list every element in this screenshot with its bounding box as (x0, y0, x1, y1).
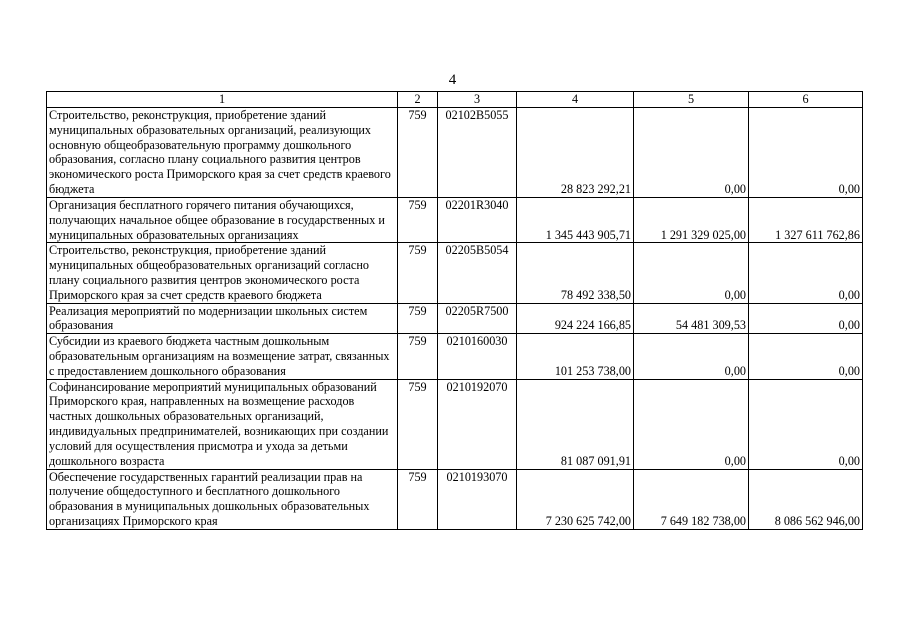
row-value-3: 1 327 611 762,86 (749, 198, 863, 243)
header-cell-4: 4 (517, 92, 634, 108)
row-value-1: 924 224 166,85 (517, 303, 634, 334)
row-value-3: 0,00 (749, 108, 863, 198)
row-value-2: 54 481 309,53 (634, 303, 749, 334)
row-value-2: 1 291 329 025,00 (634, 198, 749, 243)
row-value-3: 8 086 562 946,00 (749, 469, 863, 529)
row-target: 02205B5054 (438, 243, 517, 303)
row-code: 759 (398, 243, 438, 303)
row-code: 759 (398, 303, 438, 334)
row-code: 759 (398, 379, 438, 469)
header-row (47, 92, 863, 108)
row-value-2: 0,00 (634, 334, 749, 379)
header-cell-6: 6 (749, 92, 863, 108)
table-row (47, 108, 863, 198)
row-name: Строительство, реконструкция, приобретение зданий муниципальных общеобразовательных организаций согласно плану социального развития центров экономического роста Приморского края за счет средств краевого бюджета (47, 243, 398, 303)
row-name: Софинансирование мероприятий муниципальных образований Приморского края, направленных на возмещение расходов частных дошкольных образовательных организаций, индивидуальных предпринимателей, возникающих при создании условий для осуществления присмотра и ухода за детьми дошкольного возраста (47, 379, 398, 469)
row-value-3: 0,00 (749, 303, 863, 334)
row-value-1: 7 230 625 742,00 (517, 469, 634, 529)
row-name: Строительство, реконструкция, приобретение зданий муниципальных образовательных организаций, реализующих основную общеобразовательную программу дошкольного образования, согласно плану социального развития центров экономического роста Приморского края за счет средств краевого бюджета (47, 108, 398, 198)
row-value-1: 78 492 338,50 (517, 243, 634, 303)
header-cell-5: 5 (634, 92, 749, 108)
row-value-3: 0,00 (749, 243, 863, 303)
row-code: 759 (398, 198, 438, 243)
row-code: 759 (398, 108, 438, 198)
table-row (47, 469, 863, 529)
row-name: Субсидии из краевого бюджета частным дошкольным образовательным организациям на возмещение затрат, связанных с предоставлением дошкольного образования (47, 334, 398, 379)
header-cell-2: 2 (398, 92, 438, 108)
page-number: 4 (448, 72, 457, 88)
table-row (47, 334, 863, 379)
row-value-2: 0,00 (634, 243, 749, 303)
row-value-2: 0,00 (634, 379, 749, 469)
row-value-1: 81 087 091,91 (517, 379, 634, 469)
table-row (47, 243, 863, 303)
row-target: 02205R7500 (438, 303, 517, 334)
row-value-3: 0,00 (749, 334, 863, 379)
table-row (47, 303, 863, 334)
row-target: 0210192070 (438, 379, 517, 469)
row-value-2: 7 649 182 738,00 (634, 469, 749, 529)
table-row (47, 198, 863, 243)
row-value-1: 28 823 292,21 (517, 108, 634, 198)
row-value-1: 101 253 738,00 (517, 334, 634, 379)
row-target: 02201R3040 (438, 198, 517, 243)
row-code: 759 (398, 469, 438, 529)
row-value-1: 1 345 443 905,71 (517, 198, 634, 243)
row-value-2: 0,00 (634, 108, 749, 198)
header-cell-1: 1 (47, 92, 398, 108)
row-name: Обеспечение государственных гарантий реализации прав на получение общедоступного и бесплатного дошкольного образования в муниципальных дошкольных образовательных организациях Приморского края (47, 469, 398, 529)
row-name: Реализация мероприятий по модернизации школьных систем образования (47, 303, 398, 334)
header-cell-3: 3 (438, 92, 517, 108)
row-value-3: 0,00 (749, 379, 863, 469)
row-target: 0210160030 (438, 334, 517, 379)
row-code: 759 (398, 334, 438, 379)
row-name: Организация бесплатного горячего питания обучающихся, получающих начальное общее образование в государственных и муниципальных образовательных организациях (47, 198, 398, 243)
budget-table (46, 91, 863, 530)
row-target: 02102B5055 (438, 108, 517, 198)
row-target: 0210193070 (438, 469, 517, 529)
table-row (47, 379, 863, 469)
